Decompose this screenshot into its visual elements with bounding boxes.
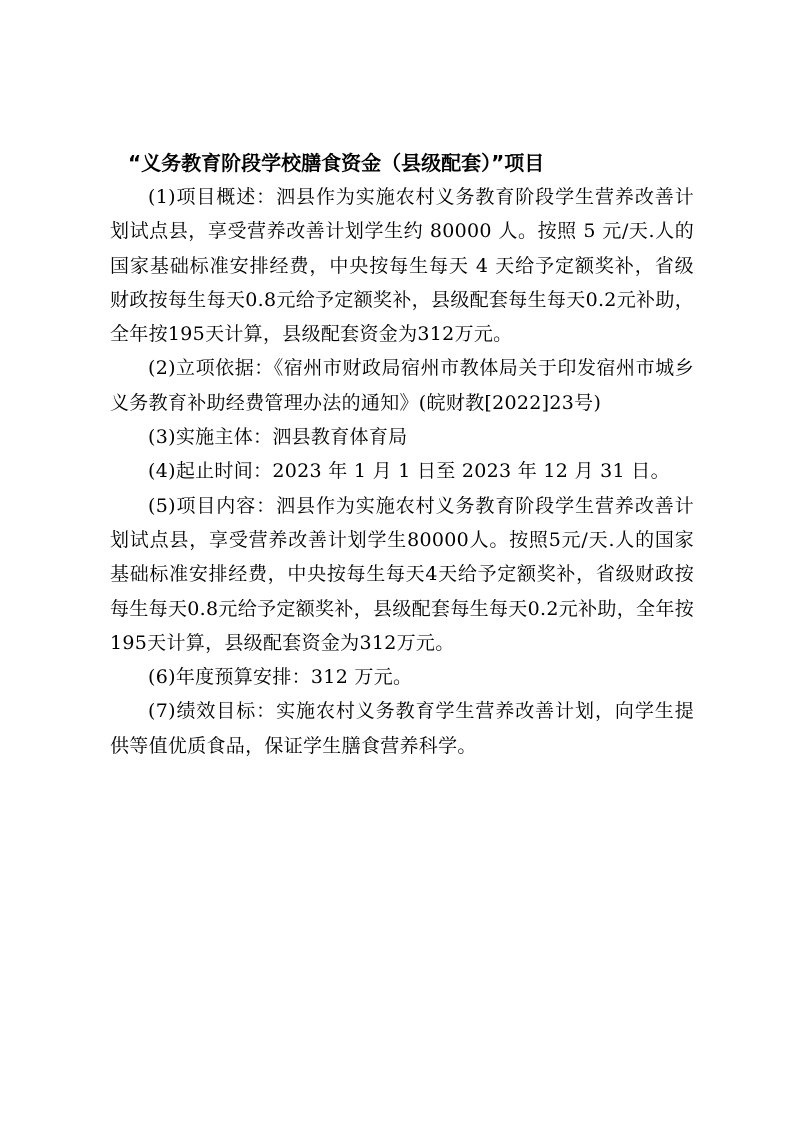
paragraph-performance-goal: (7)绩效目标：实施农村义务教育学生营养改善计划，向学生提供等值优质食品，保证学生膳食营养科学。 bbox=[110, 700, 694, 757]
paragraph-time-period: (4)起止时间：2023 年 1 月 1 日至 2023 年 12 月 31 日。 bbox=[148, 460, 670, 483]
paragraph-project-basis: (2)立项依据：《宿州市财政局宿州市教体局关于印发宿州市城乡义务教育补助经费管理办法的通知》(皖财教[2022]23号) bbox=[110, 357, 694, 414]
paragraph-implementing-entity: (3)实施主体：泗县教育体育局 bbox=[148, 426, 408, 449]
document-body bbox=[110, 180, 694, 763]
paragraph-project-content: (5)项目内容：泗县作为实施农村义务教育阶段学生营养改善计划试点县，享受营养改善计划学生80000人。按照5元/天.人的国家基础标准安排经费，中央按每生每天4天给予定额奖补，省级财政按每生每天0.8元给予定额奖补，县级配套每生每天0.2元补助，全年按195天计算，县级配套资金为312万元。 bbox=[110, 494, 694, 654]
paragraph-project-overview: (1)项目概述：泗县作为实施农村义务教育阶段学生营养改善计划试点县，享受营养改善计划学生约 80000 人。按照 5 元/天.人的国家基础标准安排经费，中央按每生每天 4 天给予定额奖补，省级财政按每生每天0.8元给予定额奖补，县级配套每生每天0.2元补助，全年按195天计算，县级配套资金为312万元。 bbox=[110, 186, 694, 346]
page-title: “义务教育阶段学校膳食资金（县级配套）”项目 bbox=[128, 151, 545, 175]
paragraph-annual-budget: (6)年度预算安排：312 万元。 bbox=[148, 666, 413, 689]
